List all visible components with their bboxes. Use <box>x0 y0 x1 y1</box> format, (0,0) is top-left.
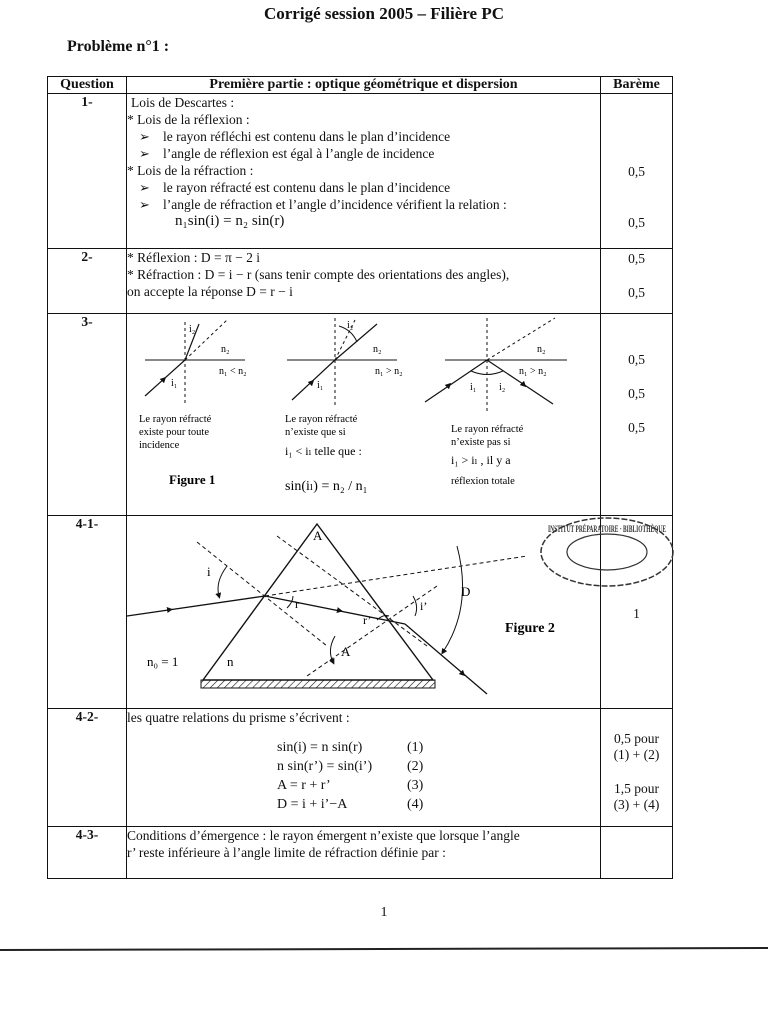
diagram-n1-less-n2 <box>145 320 247 404</box>
caption-2-line: n’existe que si <box>285 427 346 438</box>
angle-A-label: A <box>341 644 351 659</box>
header-part: Première partie : optique géométrique et dispersion <box>127 77 601 94</box>
figure-2-prism <box>127 516 601 706</box>
label-i2: i₂ <box>347 320 354 331</box>
bareme-cell <box>601 709 673 827</box>
question-number: 1- <box>48 94 127 249</box>
header-question: Question <box>48 77 127 94</box>
bareme-value: 0,5 <box>628 285 645 300</box>
table-row <box>48 94 673 249</box>
library-stamp <box>535 512 675 592</box>
caption-3-line: réflexion totale <box>451 476 515 487</box>
snell-equation: n₁sin(i) = n₂ sin(r) <box>175 213 285 229</box>
stamp-text: INSTITUT PRÉPARATOIRE · BIBLIOTHÈQUE <box>548 524 666 534</box>
caption-1-line: existe pour toute <box>139 427 209 438</box>
bareme-value: 0,5 pour <box>614 731 659 746</box>
label-i1: i₁ <box>470 382 477 393</box>
caption-2-line: Le rayon réfracté <box>285 414 358 425</box>
answer-cell <box>127 94 601 249</box>
label-n2: n₂ <box>537 344 546 355</box>
label-n2: n₂ <box>373 344 382 355</box>
relation-number: (1) <box>407 740 424 755</box>
accepted-answer: on accepte la réponse D = r − i <box>127 284 293 299</box>
refraction-deviation: * Réfraction : D = i − r (sans tenir compte des orientations des angles), <box>127 267 510 282</box>
problem-heading: Problème n°1 : <box>67 38 170 55</box>
table-row <box>48 827 673 879</box>
relation-equation: A = r + r’ <box>277 778 331 793</box>
question-number: 4-1- <box>48 516 127 709</box>
label-n1-lt-n2: n₁ < n₂ <box>219 366 247 377</box>
apex-angle-label: A <box>313 528 323 543</box>
caption-3-line: i₁ > iₗ , il y a <box>451 453 511 467</box>
n-label: n <box>227 654 234 669</box>
angle-r-label: r <box>295 597 299 611</box>
prism-relations-intro: les quatre relations du prisme s’écrivent : <box>127 710 350 725</box>
reflexion-deviation: * Réflexion : D = π − 2 i <box>127 250 261 265</box>
bareme-cell <box>601 249 673 314</box>
question-number: 4-3- <box>48 827 127 879</box>
relation-equation: sin(i) = n sin(r) <box>277 740 363 755</box>
question-number: 4-2- <box>48 709 127 827</box>
relation-line <box>277 757 600 776</box>
page-title: Corrigé session 2005 – Filière PC <box>263 4 504 23</box>
relation-number: (2) <box>407 759 424 774</box>
label-n1-gt-n2: n₁ > n₂ <box>375 366 403 377</box>
descartes-intro: Lois de Descartes : <box>131 95 235 110</box>
list-item: ➢ l’angle de réfraction et l’angle d’incidence vérifient la relation : <box>127 196 600 213</box>
relation-equation: D = i + i’−A <box>277 797 348 812</box>
answer-table <box>47 76 673 879</box>
n0-label: n₀ = 1 <box>147 654 179 669</box>
refraction-title: * Lois de la réfraction : <box>127 163 254 178</box>
bareme-value: 1,5 pour <box>614 781 659 796</box>
diagram-total-reflection <box>425 318 567 414</box>
label-i1: i₁ <box>317 380 324 391</box>
bareme-cell <box>601 314 673 516</box>
figure-1-refraction-diagrams <box>127 314 601 514</box>
bareme-value: 0,5 <box>628 420 645 435</box>
diagram-n1-greater-n2 <box>287 318 403 406</box>
footer-rule <box>0 947 768 951</box>
bareme-value: 0,5 <box>628 251 645 266</box>
answer-cell <box>127 249 601 314</box>
relation-line <box>277 738 600 757</box>
figure-cell <box>127 516 601 709</box>
bareme-value: 0,5 <box>628 215 645 230</box>
label-i2: i₂ <box>499 382 506 393</box>
table-header-row <box>48 77 673 94</box>
bareme-value: 0,5 <box>628 386 645 401</box>
bareme-value: 0,5 <box>628 352 645 367</box>
relation-equation: n sin(r’) = sin(i’) <box>277 759 373 774</box>
table-row <box>48 314 673 516</box>
emergence-condition-line: r’ reste inférieure à l’angle limite de réfraction définie par : <box>127 845 446 860</box>
label-n2: n₂ <box>221 344 230 355</box>
label-i1: i₁ <box>171 378 178 389</box>
caption-2-line: i₁ < iₗ telle que : <box>285 444 362 458</box>
caption-1-line: Le rayon réfracté <box>139 414 212 425</box>
label-n1-gt-n2: n₁ > n₂ <box>519 366 547 377</box>
list-item: ➢ le rayon réfracté est contenu dans le plan d’incidence <box>127 179 600 196</box>
list-item: ➢ l’angle de réflexion est égal à l’angle de incidence <box>127 145 600 162</box>
table-row <box>48 249 673 314</box>
caption-3-line: Le rayon réfracté <box>451 424 524 435</box>
bareme-cell <box>601 827 673 879</box>
list-item: ➢ le rayon réfléchi est contenu dans le plan d’incidence <box>127 128 600 145</box>
bareme-value: (3) + (4) <box>613 797 660 812</box>
question-number: 3- <box>48 314 127 516</box>
relation-number: (4) <box>407 797 424 812</box>
angle-ip-label: i’ <box>420 599 428 613</box>
bareme-value: (1) + (2) <box>613 747 660 762</box>
table-row <box>48 709 673 827</box>
relation-line <box>277 795 600 814</box>
figure-1-label: Figure 1 <box>169 472 216 487</box>
emergence-condition-line: Conditions d’émergence : le rayon émergent n’existe que lorsque l’angle <box>127 828 520 843</box>
answer-cell <box>127 709 601 827</box>
figure-cell <box>127 314 601 516</box>
deviation-D-label: D <box>461 584 471 599</box>
bareme-value: 0,5 <box>628 164 645 179</box>
label-i2: i₂ <box>189 324 196 335</box>
angle-i-label: i <box>207 564 211 579</box>
figure-2-label: Figure 2 <box>505 621 555 636</box>
bareme-cell <box>601 94 673 249</box>
relation-line <box>277 776 600 795</box>
caption-1-line: incidence <box>139 440 180 451</box>
header-bareme: Barème <box>601 77 673 94</box>
angle-rp-label: r’ <box>363 613 372 627</box>
reflexion-title: * Lois de la réflexion : <box>127 112 250 127</box>
critical-angle-formula: sin(iₗ) = n₂ / n₁ <box>285 479 368 494</box>
relation-number: (3) <box>407 778 424 793</box>
bareme-value: 1 <box>633 606 640 621</box>
caption-3-line: n’existe pas si <box>451 437 511 448</box>
page-number: 1 <box>380 905 388 920</box>
answer-cell <box>127 827 601 879</box>
question-number: 2- <box>48 249 127 314</box>
